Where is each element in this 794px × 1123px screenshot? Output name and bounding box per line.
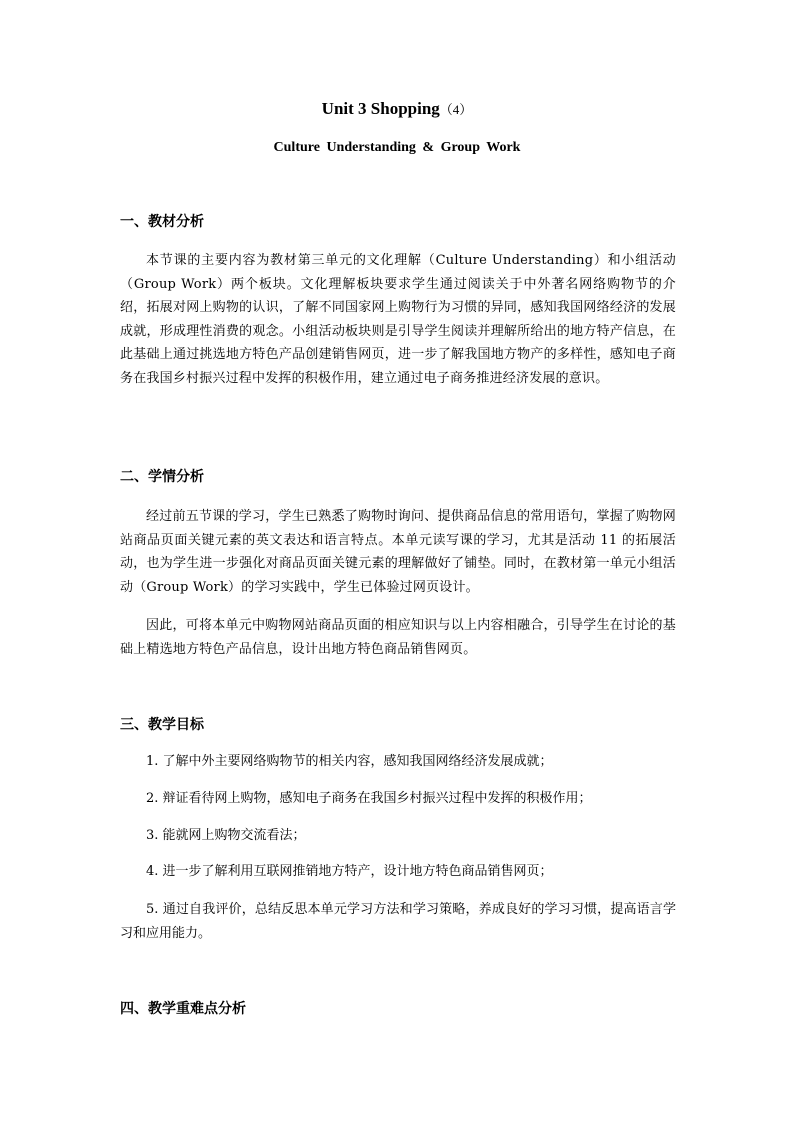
section-paragraph: 经过前五节课的学习，学生已熟悉了购物时询问、提供商品信息的常用语句，掌握了购物网站商品页面关键元素的英文表达和语言特点。本单元读写课的学习，尤其是活动 11 的拓展活动，也为学生进一步强化对商品页面关键元素的理解做好了铺垫。同时，在教材第一单元小组活动（Group Work）的学习实践中，学生已体验过网页设计。 (120, 509, 676, 595)
section-heading-learner-analysis: 二、学情分析 (120, 469, 204, 485)
section-paragraph: 因此，可将本单元中购物网站商品页面的相应知识与以上内容相融合，引导学生在讨论的基础上精选地方特色产品信息，设计出地方特色商品销售网页。 (120, 618, 676, 657)
objective-item: 4. 进一步了解利用互联网推销地方特产，设计地方特色商品销售网页； (146, 864, 553, 879)
section-heading-textbook-analysis: 一、教材分析 (120, 214, 204, 230)
objective-item: 1. 了解中外主要网络购物节的相关内容，感知我国网络经济发展成就； (146, 754, 553, 769)
objective-item: 2. 辩证看待网上购物，感知电子商务在我国乡村振兴过程中发挥的积极作用； (146, 791, 592, 806)
section-paragraph: 本节课的主要内容为教材第三单元的文化理解（Culture Understanding）和小组活动（Group Work）两个板块。文化理解板块要求学生通过阅读关于中外著名网络购物节的介绍，拓展对网上购物的认识，了解不同国家网上购物行为习惯的异同，感知我国网络经济的发展成就，形成理性消费的观念。小组活动板块则是引导学生阅读并理解所给出的地方特产信息，在此基础上通过挑选地方特色产品创建销售网页，进一步了解我国地方物产的多样性，感知电子商务在我国乡村振兴过程中发挥的积极作用，建立通过电子商务推进经济发展的意识。 (120, 253, 676, 386)
objective-item: 5. 通过自我评价，总结反思本单元学习方法和学习策略，养成良好的学习习惯，提高语言学习和应用能力。 (120, 902, 676, 941)
title-suffix: （4） (439, 102, 473, 117)
title-text: Unit 3 Shopping (321, 99, 440, 118)
document-title (0, 98, 794, 121)
document-subtitle: Culture Understanding & Group Work (273, 140, 521, 155)
section-heading-key-difficulties: 四、教学重难点分析 (120, 1001, 246, 1017)
objective-item: 3. 能就网上购物交流看法； (146, 828, 306, 843)
section-heading-teaching-objectives: 三、教学目标 (120, 717, 204, 733)
